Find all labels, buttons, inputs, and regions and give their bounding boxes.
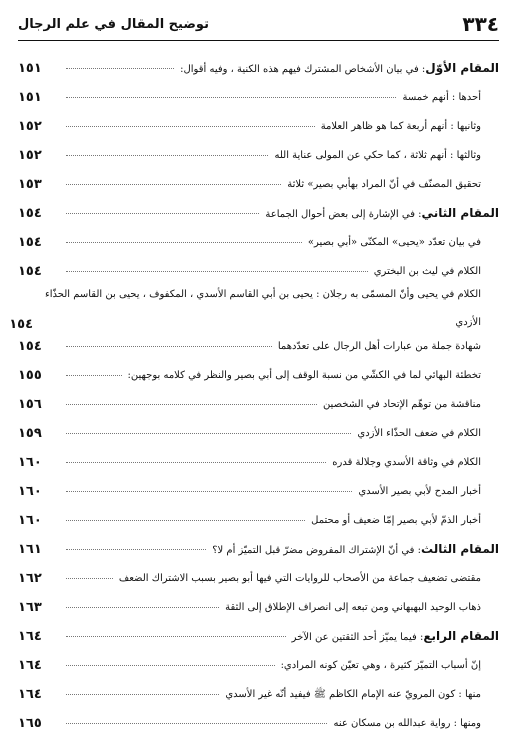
dot-leader [66, 433, 351, 434]
toc-entry-line [332, 457, 481, 468]
toc-entry-line [274, 150, 481, 161]
toc-entry-title: الكلام في ضعف الحذّاء الأزدي [357, 427, 481, 439]
dot-leader [66, 375, 122, 376]
page-reference: ١٦١ [18, 542, 42, 557]
toc-entry-line [278, 341, 481, 352]
toc-entry-title: الكلام في ليث بن البختري [373, 265, 481, 277]
toc-entry [18, 228, 499, 257]
toc-entry [18, 709, 499, 738]
page-reference: ١٦٠ [18, 484, 42, 499]
toc-section-heading [18, 54, 499, 83]
toc-entry-title: أخبار المدح لأبي بصير الأسدي [358, 485, 481, 497]
toc-entry-title: في بيان تعدّد «يحيى» المكنّى «أبي بصير» [307, 236, 481, 248]
dot-leader [66, 723, 327, 724]
toc-entry-line [308, 237, 481, 248]
dot-leader [66, 462, 326, 463]
toc-entry-title: شهادة جملة من عبارات أهل الرجال على تعدّدهما [277, 340, 481, 352]
toc-entry [18, 361, 499, 390]
toc-entry [18, 170, 499, 199]
toc-entry-text [45, 286, 481, 332]
toc-entry-text [402, 91, 481, 105]
toc-entry-text [180, 61, 499, 77]
toc-entry-title: مناقشة من توهّم الإتحاد في الشخصين [322, 398, 481, 410]
toc-entry-line [119, 573, 481, 584]
dot-leader [66, 578, 113, 579]
toc-entry-line [287, 179, 481, 190]
toc-entry-line [402, 92, 481, 103]
book-title: توضيح المقال في علم الرجال [18, 16, 209, 32]
dot-leader [66, 404, 317, 405]
dot-leader [66, 184, 281, 185]
toc-entry-text [321, 120, 481, 134]
toc-entry-title: الكلام في يحيى وأنّ المسمّى به رجلان : يحيى بن أبي القاسم الأسدي ، المكفوف ، يحيى بن القاسم الحذّاء [45, 289, 481, 300]
dot-leader [66, 636, 286, 637]
page-reference: ١٥٥ [18, 368, 42, 383]
toc-entry [18, 448, 499, 477]
toc-entry [18, 257, 499, 286]
section-lead: المقام الثاني [421, 205, 499, 220]
toc-section-heading [18, 622, 499, 651]
toc-entry-line [212, 541, 499, 556]
page-reference: ١٥١ [18, 61, 42, 76]
toc-entry-line [225, 602, 481, 613]
toc-entry-line [45, 288, 481, 302]
header-rule [18, 40, 499, 41]
toc-entry [18, 83, 499, 112]
toc-entry-text [119, 572, 481, 586]
dot-leader [66, 97, 396, 98]
toc-entry [18, 564, 499, 593]
page-reference: ١٥٤ [9, 317, 34, 332]
toc-entry-text [333, 717, 481, 731]
dot-leader [66, 155, 268, 156]
toc-entry-title: تحقيق المصنّف في أنّ المراد بهأبي بصير» ثلاثة [287, 178, 481, 190]
toc-entry [18, 390, 499, 419]
toc-entry [18, 141, 499, 170]
page-reference: ١٥٤ [18, 206, 42, 221]
dot-leader [66, 213, 259, 214]
toc-entry-title: وثالثها : أنهم ثلاثة ، كما حكي عن المولى عناية الله [274, 149, 481, 161]
page-reference: ١٥١ [18, 90, 42, 105]
toc-entry-title: منها : كون المرويّ عنه الإمام الكاظم ﷺ فيفيد أنّه غير الأسدي [225, 688, 481, 700]
toc-entry-line [265, 205, 499, 220]
toc-entry-text [128, 369, 481, 383]
page-reference: ١٦٥ [18, 716, 42, 731]
page-reference: ١٦٢ [18, 571, 42, 586]
toc-entry [18, 332, 499, 361]
toc-entry-text [332, 456, 481, 470]
toc-entry-line [358, 486, 481, 497]
page-reference: ١٥٤ [18, 235, 42, 250]
toc-entry [18, 680, 499, 709]
toc-entry [18, 112, 499, 141]
toc-entry-title: تخطئة البهائي لما في الكشّي من نسبة الوقف إلى أبي بصير والنظر في كلامه بوجهين: [127, 369, 481, 381]
toc-entry-line [281, 660, 481, 671]
section-lead: المقام الرابع [423, 628, 499, 643]
section-lead: المقام الأوّل [425, 60, 499, 75]
page-number: ٣٣٤ [462, 12, 499, 36]
dot-leader [66, 520, 305, 521]
toc-entry-text [225, 688, 481, 702]
toc-entry-title: ذهاب الوحيد البهبهاني ومن تبعه إلى انصراف الإطلاق إلى الثقة [225, 601, 481, 613]
toc-entry [18, 506, 499, 535]
section-lead: المقام الثالث [420, 541, 499, 556]
toc-entry-title: ومنها : رواية عبدالله بن مسكان عنه [333, 717, 481, 729]
toc-entry-line [311, 515, 481, 526]
toc-entry-text [323, 398, 481, 412]
toc-entry-text [311, 514, 481, 528]
page-reference: ١٦٤ [18, 629, 42, 644]
page-reference: ١٥٢ [18, 148, 42, 163]
page-reference: ١٥٦ [18, 397, 42, 412]
toc-entry-title: وثانيها : أنهم أربعة كما هو ظاهر العلامة [320, 120, 481, 132]
toc-entry-line [291, 628, 499, 643]
toc-entry-text [225, 601, 481, 615]
toc-entry-line [128, 370, 481, 381]
toc-entry-line [180, 60, 499, 75]
toc-entry-text [212, 542, 499, 558]
toc-entry-title: مقتضى تضعيف جماعة من الأصحاب للروايات التي فيها أبو بصير بسبب الاشتراك الضعف [118, 572, 481, 584]
toc-entry-text [358, 485, 481, 499]
toc-entry-title: أخبار الذمّ لأبي بصير إمّا ضعيف أو محتمل [311, 514, 481, 526]
page-reference: ١٦٤ [18, 658, 42, 673]
toc-entry-title: أحدها : أنهم خمسة [402, 91, 481, 103]
toc-entry-title: إنّ أسباب التميّز كثيرة ، وهي تعيّن كونه المرادي: [280, 659, 481, 671]
toc-entry-line [333, 718, 481, 729]
toc-entry-title: : في الإشارة إلى بعض أحوال الجماعة [265, 208, 422, 220]
toc-entry-text [281, 659, 481, 673]
page-reference: ١٦٠ [18, 455, 42, 470]
dot-leader [66, 549, 206, 550]
toc-entry-title: : فيما يميّز أحد الثقتين عن الآخر [291, 631, 424, 643]
dot-leader [66, 346, 272, 347]
dot-leader [66, 68, 174, 69]
toc-entry-line [374, 266, 481, 277]
toc-entry-line [321, 121, 481, 132]
toc-entry-text [292, 629, 499, 645]
toc-entry-text [265, 206, 499, 222]
toc-section-heading [18, 535, 499, 564]
toc-entry-text [278, 340, 481, 354]
toc-entry-text [374, 265, 481, 279]
toc-entry-title: : في أنّ الإشتراك المفروض مضرّ قبل التميّز أم لا؟ [212, 544, 421, 556]
dot-leader [66, 242, 302, 243]
dot-leader [66, 607, 219, 608]
page-reference: ١٥٢ [18, 119, 42, 134]
dot-leader [66, 126, 315, 127]
dot-leader [66, 694, 219, 695]
toc-entry [18, 477, 499, 506]
toc-section-heading [18, 199, 499, 228]
toc-entry-line [323, 399, 481, 410]
dot-leader [66, 665, 275, 666]
toc-entry-text [357, 427, 481, 441]
page-reference: ١٦٤ [18, 687, 42, 702]
toc-entry [18, 419, 499, 448]
toc-entry-line [225, 689, 481, 700]
toc-entry-title: : في بيان الأشخاص المشترك فيهم هذه الكنية ، وفيه أقوال: [180, 63, 426, 75]
dot-leader [66, 271, 368, 272]
toc-entry [18, 593, 499, 622]
toc-entry-title: الكلام في وثاقة الأسدي وجلالة قدره [332, 456, 481, 468]
page-reference: ١٥٩ [18, 426, 42, 441]
page-reference: ١٦٠ [18, 513, 42, 528]
page-reference: ١٥٤ [18, 264, 42, 279]
page-reference: ١٥٤ [18, 339, 42, 354]
page-header [18, 10, 499, 38]
toc-entry-text [274, 149, 481, 163]
toc-entry-text [308, 236, 481, 250]
dot-leader [66, 491, 352, 492]
page-reference: ١٦٣ [18, 600, 42, 615]
table-of-contents [9, 54, 499, 738]
page-reference: ١٥٣ [18, 177, 42, 192]
toc-entry-text [287, 178, 481, 192]
toc-entry [18, 651, 499, 680]
toc-entry-line [357, 428, 481, 439]
toc-entry [9, 286, 499, 332]
toc-entry-continuation: الأزدي [455, 317, 481, 328]
